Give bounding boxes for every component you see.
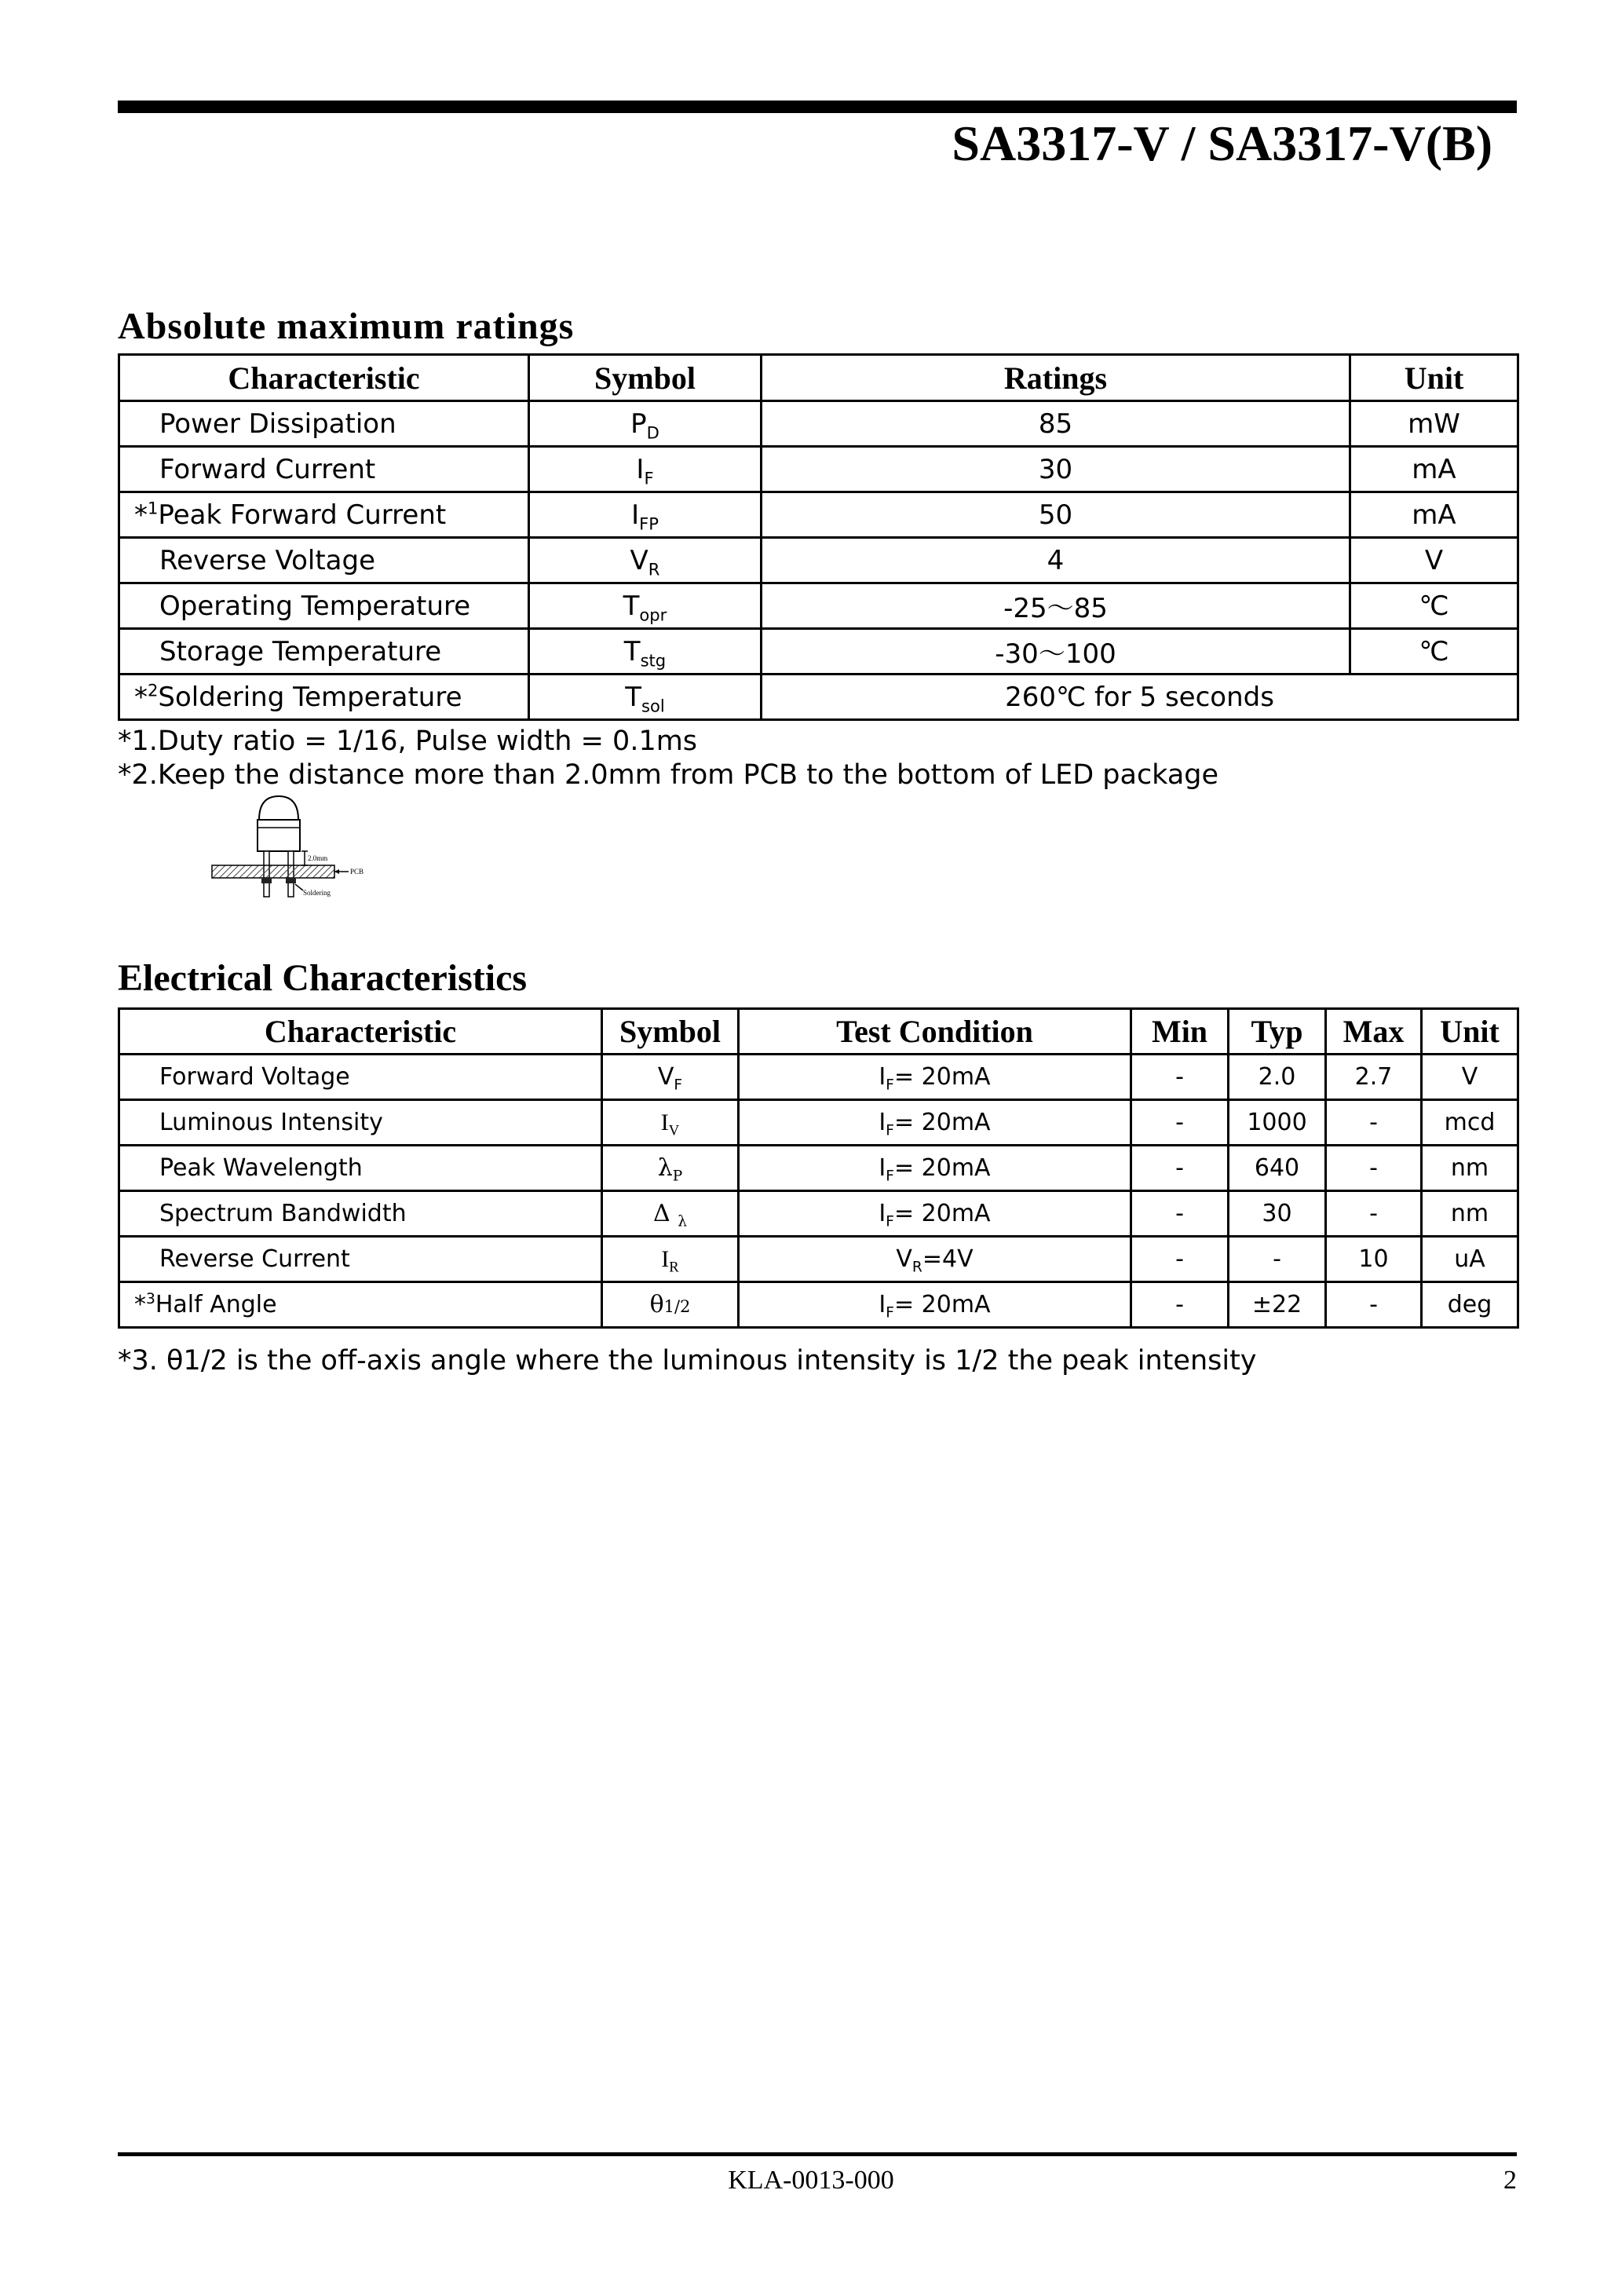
- symbol-subscript: opr: [639, 604, 667, 624]
- symbol-cell: [529, 401, 762, 447]
- footnote-marker: 1: [148, 497, 159, 517]
- unit-cell: mA: [1350, 492, 1518, 538]
- footnote-2: *2.Keep the distance more than 2.0mm from PCB to the bottom of LED package: [118, 759, 1219, 791]
- characteristic-name: Operating Temperature: [159, 590, 471, 622]
- header-unit: Unit: [1350, 355, 1518, 401]
- footnote-1: *1.Duty ratio = 1/16, Pulse width = 0.1ms: [118, 726, 698, 757]
- max-cell: 10: [1326, 1237, 1422, 1282]
- condition-value: = 20mA: [893, 1154, 991, 1182]
- table-row: [119, 629, 1518, 675]
- table-row: [119, 538, 1518, 583]
- footnote-3: *3. θ1/2 is the off-axis angle where the luminous intensity is 1/2 the peak intensity: [118, 1345, 1257, 1377]
- pcb-board-shape: [212, 865, 334, 878]
- characteristic-cell: [119, 1100, 602, 1146]
- unit-cell: mW: [1350, 401, 1518, 447]
- symbol-cell: [529, 538, 762, 583]
- footnote-marker: 2: [148, 679, 159, 700]
- min-cell: -: [1131, 1237, 1229, 1282]
- test-condition-cell: [739, 1146, 1131, 1191]
- min-cell: -: [1131, 1191, 1229, 1237]
- header-characteristic: Characteristic: [119, 1009, 602, 1055]
- typ-cell: 30: [1229, 1191, 1326, 1237]
- max-cell: 2.7: [1326, 1055, 1422, 1100]
- symbol-cell: [529, 629, 762, 675]
- header-typ: Typ: [1229, 1009, 1326, 1055]
- symbol-base: I: [636, 453, 645, 485]
- table-row: [119, 401, 1518, 447]
- symbol-cell: [602, 1237, 739, 1282]
- characteristic-name: Peak Forward Current: [158, 499, 447, 531]
- symbol-subscript: D: [646, 422, 659, 442]
- led-dome-shape: [259, 796, 298, 820]
- absolute-max-table: [118, 353, 1519, 721]
- characteristic-name: Spectrum Bandwidth: [159, 1200, 407, 1227]
- characteristic-cell: [119, 1191, 602, 1237]
- characteristic-cell: [119, 492, 529, 538]
- footer-rule: [118, 2152, 1517, 2156]
- unit-cell: V: [1422, 1055, 1518, 1100]
- symbol-cell: [529, 583, 762, 629]
- header-unit: Unit: [1422, 1009, 1518, 1055]
- condition-base: I: [879, 1109, 886, 1136]
- document-code: KLA-0013-000: [728, 2166, 894, 2195]
- header-test-condition: Test Condition: [739, 1009, 1131, 1055]
- characteristic-cell: [119, 1146, 602, 1191]
- unit-cell: V: [1350, 538, 1518, 583]
- rating-cell: 50: [762, 492, 1350, 538]
- condition-subscript: R: [911, 1259, 922, 1276]
- test-condition-cell: [739, 1055, 1131, 1100]
- header-ratings: Ratings: [762, 355, 1350, 401]
- symbol-cell: [529, 447, 762, 492]
- symbol-base: λ: [657, 1154, 673, 1182]
- table-row: [119, 1100, 1518, 1146]
- condition-subscript: F: [886, 1304, 894, 1322]
- characteristic-name: Luminous Intensity: [159, 1109, 383, 1136]
- symbol-subscript: 1/2: [663, 1297, 691, 1316]
- min-cell: -: [1131, 1146, 1229, 1191]
- absolute-max-section-title: Absolute maximum ratings: [118, 305, 575, 347]
- unit-cell: nm: [1422, 1191, 1518, 1237]
- min-cell: -: [1131, 1282, 1229, 1328]
- unit-cell: uA: [1422, 1237, 1518, 1282]
- symbol-subscript: sol: [641, 695, 665, 715]
- condition-subscript: F: [886, 1122, 894, 1139]
- rating-cell: -30～100: [762, 629, 1350, 675]
- condition-value: = 20mA: [893, 1063, 991, 1091]
- test-condition-cell: [739, 1191, 1131, 1237]
- typ-cell: 640: [1229, 1146, 1326, 1191]
- symbol-base: I: [631, 499, 640, 531]
- footnote-marker: 3: [146, 1290, 155, 1307]
- led-pcb-mounting-diagram: [210, 793, 391, 911]
- characteristic-name: Half Angle: [155, 1291, 277, 1318]
- characteristic-name: Peak Wavelength: [159, 1154, 363, 1182]
- characteristic-cell: [119, 1237, 602, 1282]
- symbol-cell: [602, 1055, 739, 1100]
- table-row: [119, 1191, 1518, 1237]
- characteristic-cell: [119, 401, 529, 447]
- characteristic-name: Forward Current: [159, 453, 376, 485]
- symbol-cell: [529, 492, 762, 538]
- symbol-base: T: [623, 590, 640, 622]
- rating-cell: 30: [762, 447, 1350, 492]
- condition-value: = 20mA: [893, 1200, 991, 1227]
- test-condition-cell: [739, 1282, 1131, 1328]
- led-body-shape: [258, 820, 300, 851]
- symbol-cell: [602, 1191, 739, 1237]
- characteristic-cell: [119, 538, 529, 583]
- table-header-row: [119, 1009, 1518, 1055]
- table-row: [119, 1146, 1518, 1191]
- characteristic-name: Reverse Voltage: [159, 544, 376, 576]
- condition-base: I: [879, 1063, 886, 1091]
- symbol-cell: [529, 675, 762, 720]
- typ-cell: 2.0: [1229, 1055, 1326, 1100]
- unit-cell: mA: [1350, 447, 1518, 492]
- header-symbol: Symbol: [602, 1009, 739, 1055]
- test-condition-cell: [739, 1237, 1131, 1282]
- condition-base: I: [879, 1154, 886, 1182]
- dimension-label: 2.0mm: [308, 854, 328, 862]
- max-cell: -: [1326, 1191, 1422, 1237]
- max-cell: -: [1326, 1146, 1422, 1191]
- symbol-base: Δ: [652, 1200, 670, 1227]
- characteristic-cell: [119, 1055, 602, 1100]
- header-rule: [118, 101, 1517, 113]
- characteristic-cell: [119, 447, 529, 492]
- header-min: Min: [1131, 1009, 1229, 1055]
- characteristic-name: Storage Temperature: [159, 635, 442, 667]
- electrical-characteristics-table: [118, 1007, 1519, 1329]
- symbol-base: T: [623, 635, 641, 667]
- condition-value: = 20mA: [893, 1109, 991, 1136]
- symbol-base: I: [661, 1245, 670, 1272]
- max-cell: -: [1326, 1282, 1422, 1328]
- table-row: [119, 447, 1518, 492]
- pcb-label: PCB: [350, 868, 364, 876]
- symbol-base: I: [660, 1109, 669, 1135]
- max-cell: -: [1326, 1100, 1422, 1146]
- header-symbol: Symbol: [529, 355, 762, 401]
- table-header-row: [119, 355, 1518, 401]
- characteristic-name: Reverse Current: [159, 1245, 350, 1273]
- symbol-subscript: F: [644, 467, 654, 488]
- symbol-base: T: [625, 681, 642, 713]
- condition-base: I: [879, 1200, 886, 1227]
- symbol-cell: [602, 1100, 739, 1146]
- condition-value: =4V: [922, 1245, 974, 1273]
- condition-subscript: F: [886, 1213, 894, 1230]
- footnote-star: *: [134, 499, 148, 531]
- unit-cell: nm: [1422, 1146, 1518, 1191]
- symbol-subscript: R: [648, 558, 660, 579]
- table-row: [119, 1282, 1518, 1328]
- typ-cell: -: [1229, 1237, 1326, 1282]
- symbol-subscript: λ: [678, 1213, 687, 1230]
- symbol-base: V: [657, 1063, 674, 1091]
- min-cell: -: [1131, 1100, 1229, 1146]
- rating-cell: 260℃ for 5 seconds: [762, 675, 1518, 720]
- symbol-subscript: P: [672, 1168, 683, 1185]
- rating-cell: 4: [762, 538, 1350, 583]
- symbol-base: θ: [649, 1291, 664, 1318]
- characteristic-cell: [119, 1282, 602, 1328]
- footnote-star: *: [134, 1291, 146, 1318]
- symbol-base: P: [630, 408, 647, 440]
- symbol-subscript: R: [669, 1259, 679, 1275]
- page-number: 2: [1503, 2166, 1517, 2195]
- symbol-cell: [602, 1282, 739, 1328]
- footnote-star: *: [134, 681, 148, 713]
- symbol-subscript: V: [668, 1122, 680, 1139]
- condition-subscript: F: [886, 1077, 894, 1094]
- characteristic-cell: [119, 583, 529, 629]
- min-cell: -: [1131, 1055, 1229, 1100]
- table-row: [119, 583, 1518, 629]
- unit-cell: deg: [1422, 1282, 1518, 1328]
- condition-base: I: [879, 1291, 886, 1318]
- symbol-cell: [602, 1146, 739, 1191]
- characteristic-name: Soldering Temperature: [158, 681, 462, 713]
- unit-cell: ℃: [1350, 583, 1518, 629]
- rating-cell: 85: [762, 401, 1350, 447]
- symbol-base: V: [630, 544, 648, 576]
- typ-cell: ±22: [1229, 1282, 1326, 1328]
- header-characteristic: Characteristic: [119, 355, 529, 401]
- electrical-section-title: Electrical Characteristics: [118, 957, 528, 999]
- condition-subscript: F: [886, 1168, 894, 1185]
- document-title: SA3317-V / SA3317-V(B): [952, 115, 1492, 171]
- soldering-label: Soldering: [303, 889, 331, 897]
- condition-base: V: [896, 1245, 912, 1273]
- rating-cell: -25～85: [762, 583, 1350, 629]
- typ-cell: 1000: [1229, 1100, 1326, 1146]
- symbol-subscript: stg: [640, 649, 667, 670]
- test-condition-cell: [739, 1100, 1131, 1146]
- table-row: [119, 1237, 1518, 1282]
- unit-cell: ℃: [1350, 629, 1518, 675]
- table-row: [119, 492, 1518, 538]
- characteristic-cell: [119, 675, 529, 720]
- header-max: Max: [1326, 1009, 1422, 1055]
- characteristic-name: Forward Voltage: [159, 1063, 350, 1091]
- table-row: [119, 1055, 1518, 1100]
- condition-value: = 20mA: [893, 1291, 991, 1318]
- characteristic-cell: [119, 629, 529, 675]
- symbol-subscript: F: [674, 1077, 683, 1094]
- symbol-subscript: FP: [639, 513, 659, 533]
- characteristic-name: Power Dissipation: [159, 408, 396, 440]
- table-row: [119, 675, 1518, 720]
- unit-cell: mcd: [1422, 1100, 1518, 1146]
